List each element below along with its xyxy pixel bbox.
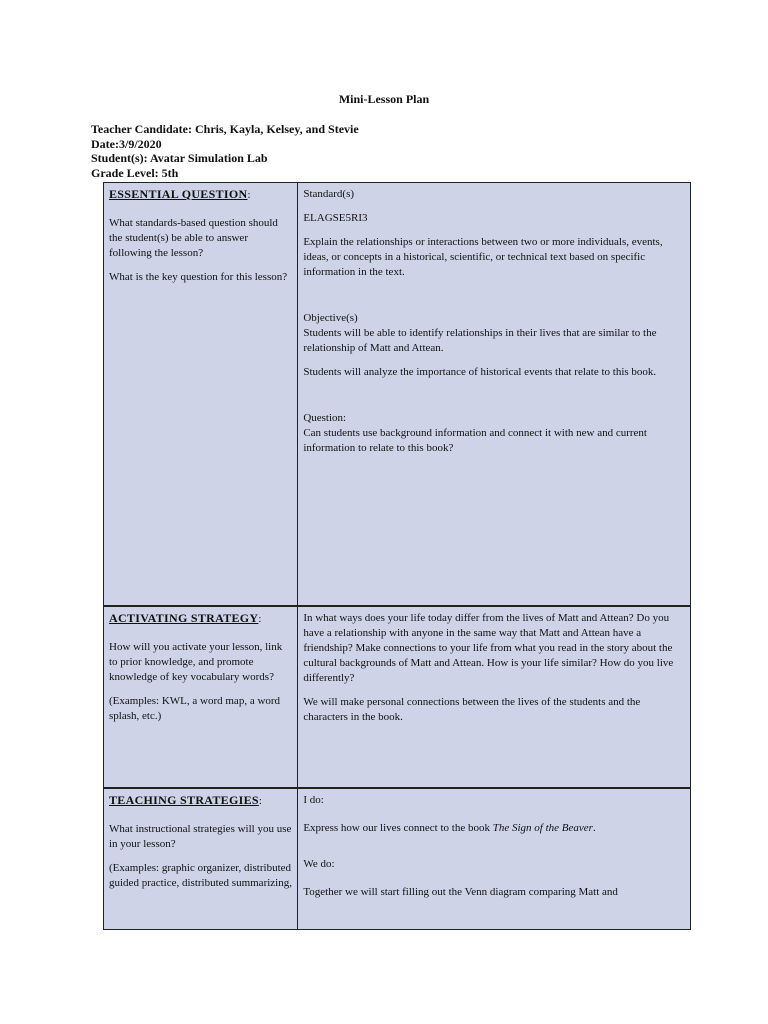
- objective-2: Students will analyze the importance of historical events that relate to this book.: [303, 366, 657, 378]
- standards-label: Standard(s): [303, 188, 355, 200]
- essential-prompt-2: What is the key question for this lesson?: [109, 271, 288, 283]
- activating-text-2: We will make personal connections between the lives of the students and the characters in the book.: [303, 696, 641, 723]
- essential-question-cell: ESSENTIAL QUESTION: What standards-based question should the student(s) be able to answer following the lesson? What is the key question for this lesson?: [104, 183, 298, 607]
- teaching-prompt-2: (Examples: graphic organizer, distributed guided practice, distributed summarizing,: [109, 862, 292, 889]
- lesson-meta: [91, 122, 359, 180]
- we-do-text: Together we will start filling out the Venn diagram comparing Matt and: [303, 886, 618, 898]
- teaching-strategies-cell: TEACHING STRATEGIES: What instructional strategies will you use in your lesson? (Examples: graphic organizer, distributed guided practice, distributed summarizing,: [104, 788, 298, 930]
- standards-cell: [298, 183, 691, 607]
- activating-strategy-cell: ACTIVATING STRATEGY: How will you activate your lesson, link to prior knowledge, and promote knowledge of key vocabulary words? (Examples: KWL, a word map, a word splash, etc.): [104, 606, 298, 788]
- we-do-label: We do:: [303, 858, 335, 870]
- document-title: Mini-Lesson Plan: [338, 92, 430, 106]
- teaching-strategies-row: [104, 788, 691, 930]
- i-do-text: Express how our lives connect to the book The Sign of the Beaver.: [303, 822, 596, 834]
- standard-code: ELAGSE5RI3: [303, 212, 368, 224]
- question-label: Question:: [303, 412, 347, 424]
- lesson-plan-table: [103, 182, 691, 930]
- lesson-date: Date:3/9/2020: [91, 136, 162, 151]
- i-do-label: I do:: [303, 794, 324, 806]
- essential-question-heading: ESSENTIAL QUESTION: [109, 187, 248, 201]
- activating-prompt-1: How will you activate your lesson, link to prior knowledge, and promote knowledge of key vocabulary words?: [109, 641, 283, 683]
- grade-level: Grade Level: 5th: [91, 165, 179, 180]
- activating-content-cell: [298, 606, 691, 788]
- essential-prompt-1: What standards-based question should the student(s) be able to answer following the lesson?: [109, 217, 278, 259]
- objective-1: Students will be able to identify relationships in their lives that are similar to the relationship of Matt and Attean.: [303, 327, 657, 354]
- activating-strategy-heading: ACTIVATING STRATEGY: [109, 611, 259, 625]
- students-line: Student(s): Avatar Simulation Lab: [91, 151, 268, 166]
- essential-question-row: [104, 183, 691, 607]
- activating-strategy-row: [104, 606, 691, 788]
- question-text: Can students use background information and connect it with new and current information to relate to this book?: [303, 427, 647, 454]
- teaching-prompt-1: What instructional strategies will you use in your lesson?: [109, 823, 292, 850]
- teaching-content-cell: [298, 788, 691, 930]
- teaching-strategies-heading: TEACHING STRATEGIES: [109, 793, 259, 807]
- activating-text-1: In what ways does your life today differ from the lives of Matt and Attean? Do you have a relationship with anyone in the same way that Matt and Attean have a friendship? Make connections to your life from what you read in the story about the cultural backgrounds of Matt and Attean. How is your life similar? How do you live differently?: [303, 612, 674, 684]
- teacher-candidate: Teacher Candidate: Chris, Kayla, Kelsey, and Stevie: [91, 122, 359, 136]
- standard-text: Explain the relationships or interactions between two or more individuals, events, ideas, or concepts in a historical, scientific, or technical text based on specific information in the text.: [303, 236, 663, 278]
- objective-label: Objective(s): [303, 312, 358, 324]
- activating-prompt-2: (Examples: KWL, a word map, a word splash, etc.): [109, 695, 281, 722]
- book-title: The Sign of the Beaver: [492, 822, 593, 834]
